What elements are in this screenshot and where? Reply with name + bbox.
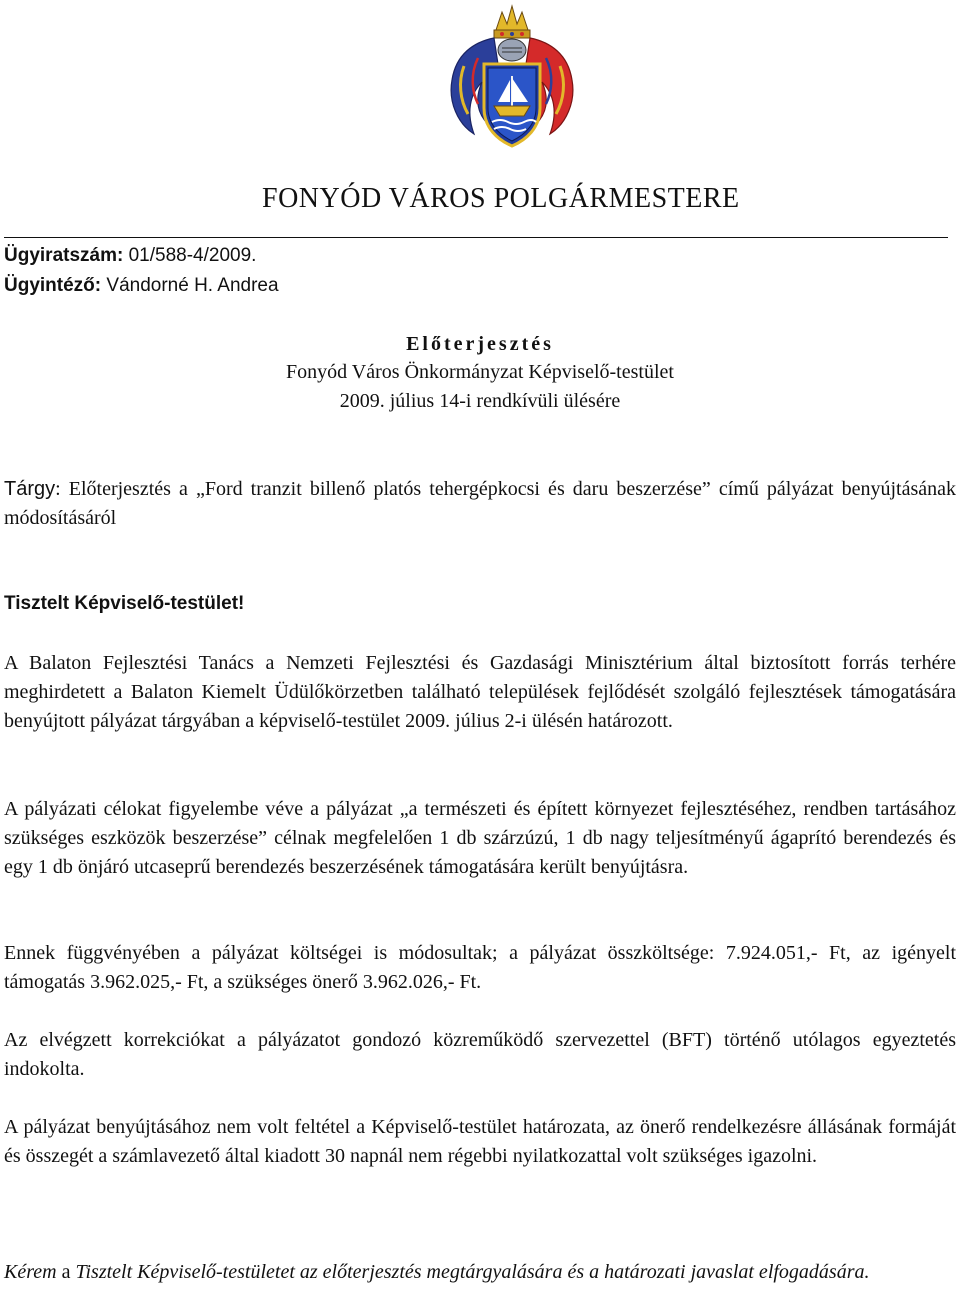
coat-of-arms [444,2,580,152]
closing-request [4,1258,956,1287]
subject-paragraph [4,475,956,533]
subject-text: : Előterjesztés a „Ford tranzit billenő platós tehergépkocsi és daru beszerzése” című pályázat benyújtásának módosításáról [4,478,956,529]
paragraph-3: Ennek függvényében a pályázat költségei is módosultak; a pályázat összköltsége: 7.924.051,- Ft, az igényelt támogatás 3.962.025,- Ft, a szükséges önerő 3.962.026,- Ft. [4,942,956,993]
handler-value: Vándorné H. Andrea [106,275,279,296]
office-title: FONYÓD VÁROS POLGÁRMESTERE [262,183,740,214]
handler-label: Ügyintéző: [4,275,102,296]
closing-text: Tisztelt Képviselő-testületet az előterjesztés megtárgyalására és a határozati javaslat elfogadására. [75,1261,870,1283]
proposal-body-line: Fonyód Város Önkormányzat Képviselő-testület [286,361,674,383]
shield-icon [484,64,540,146]
paragraph-1: A Balaton Fejlesztési Tanács a Nemzeti Fejlesztési és Gazdasági Minisztérium által biztosított forrás terhére meghirdetett a Balaton Kiemelt Üdülőkörzetben található települések fejlődését szolgáló fejlesztések támogatására benyújtott pályázat tárgyában a képviselő-testület 2009. július 2-i ülésén határozott. [4,652,956,732]
subject-label: Tárgy [4,478,56,500]
closing-word: Kérem [4,1261,57,1283]
helmet-icon [498,39,526,61]
closing-connector: a [56,1261,76,1283]
proposal-meeting-line: 2009. július 14-i rendkívüli ülésére [339,390,621,412]
file-number-value: 01/588-4/2009. [128,245,257,266]
salutation: Tisztelt Képviselő-testület! [4,593,245,614]
handler-line [4,275,279,297]
paragraph-2: A pályázati célokat figyelembe véve a pályázat „a természeti és épített környezet fejlesztéséhez, rendben tartásához szükséges eszközök beszerzése” célnak megfelelően 1 db szárzúzú, 1 db nagy teljesítményű ágaprító berendezés és egy 1 db önjáró utcaseprű berendezés beszerzésének támogatására került benyújtásra. [4,798,956,878]
file-number-line [4,245,256,267]
paragraph-5: A pályázat benyújtásához nem volt feltétel a Képviselő-testület határozata, az önerő rendelkezésre állásának formáját és összegét a számlavezető által kiadott 30 napnál nem régebbi nyilatkozattal volt szükséges igazolni. [4,1116,956,1167]
crown-icon [494,6,530,38]
header-divider [4,237,948,238]
file-number-label: Ügyiratszám: [4,245,124,266]
paragraph-4: Az elvégzett korrekciókat a pályázatot gondozó közreműködő szervezettel (BFT) történő utólagos egyeztetés indokolta. [4,1029,956,1080]
proposal-title: Előterjesztés [406,333,554,355]
